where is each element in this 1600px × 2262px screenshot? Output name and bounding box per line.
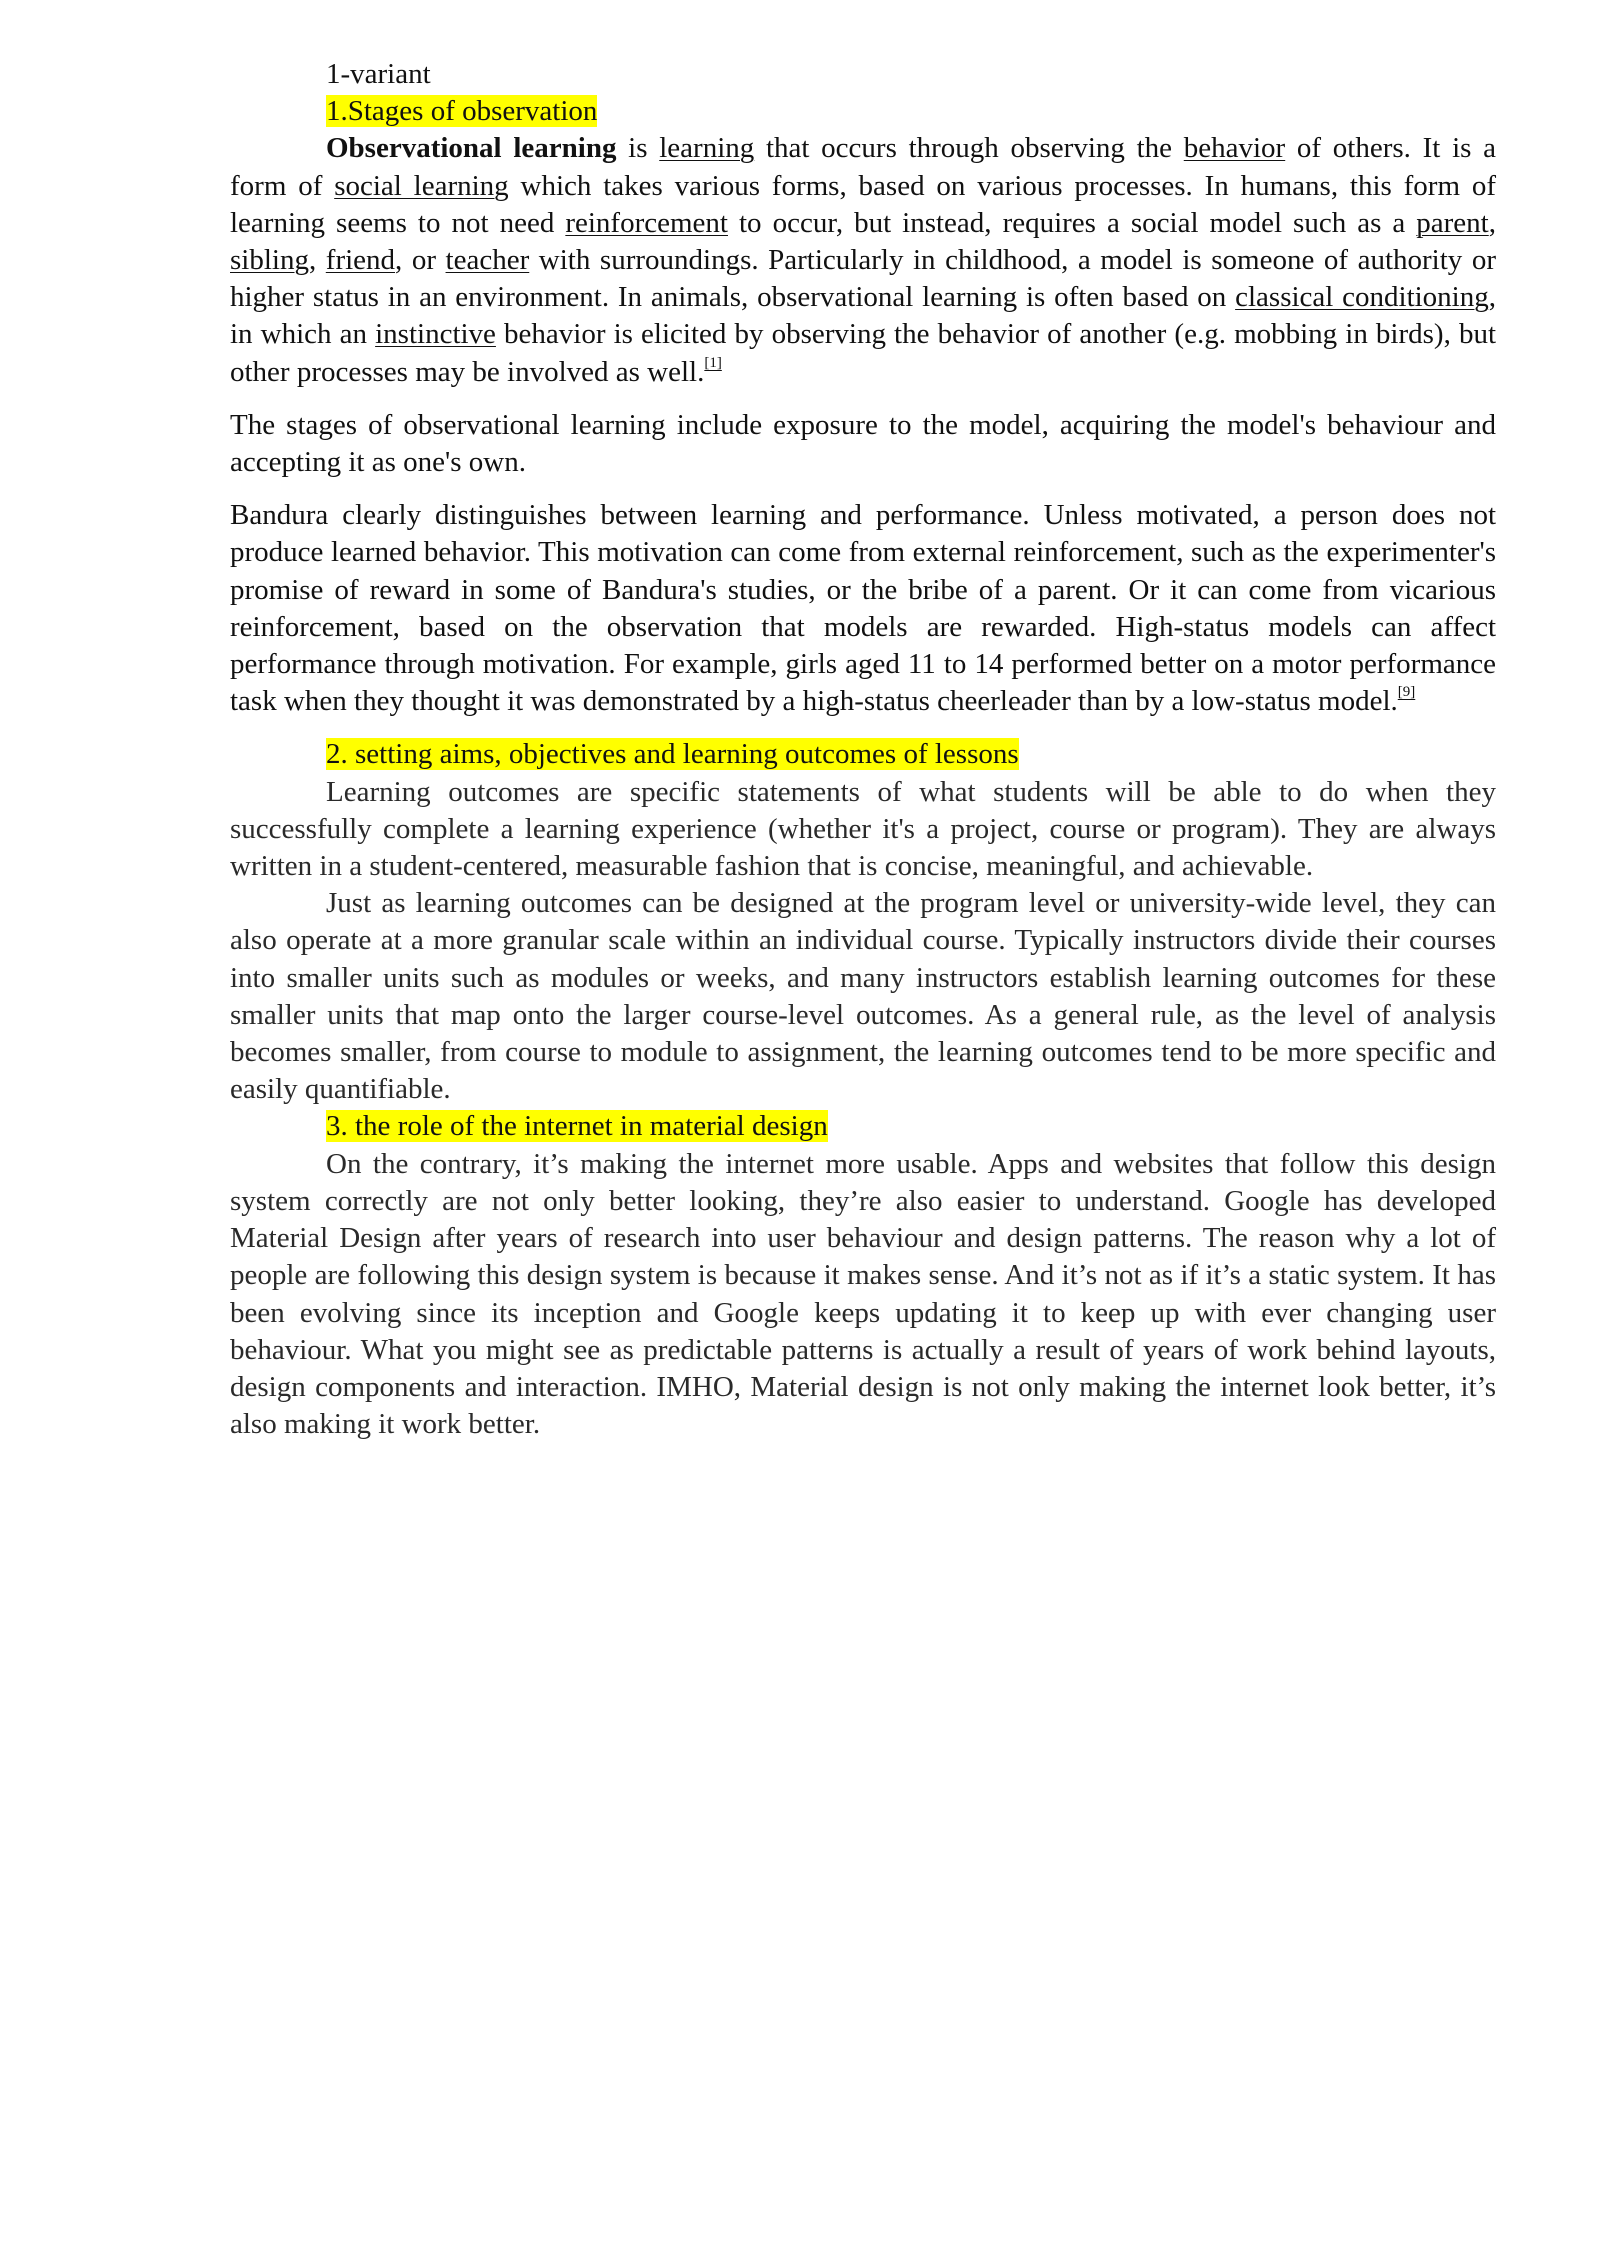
- link-teacher[interactable]: teacher: [445, 244, 530, 277]
- section-2-paragraph-2: Just as learning outcomes can be designed at the program level or university-wide level, they can also operate at a more granular scale within an individual course. Typically instructors divide their courses into smaller units such as modules or weeks, and many instructors establish learning outcomes for these smaller units that map onto the larger course-level outcomes. As a general rule, as the level of analysis becomes smaller, from course to module to assignment, the learning outcomes tend to be more specific and easily quantifiable.: [230, 887, 1496, 1106]
- text-run: with surroundings. Particularly in childhood, a model is someone of authority or higher status in an environment. In animals, observational learning is often based on: [230, 244, 1496, 314]
- section-1-paragraph-3: [230, 497, 1496, 720]
- section-1-paragraph-1: [230, 130, 1496, 390]
- section-1-paragraph-3-text: Bandura clearly distinguishes between learning and performance. Unless motivated, a person does not produce learned behavior. This motivation can come from external reinforcement, such as the experimenter's promise of reward in some of Bandura's studies, or the bribe of a parent. Or it can come from vicarious reinforcement, based on the observation that models are rewarded. High-status models can affect performance through motivation. For example, girls aged 11 to 14 performed better on a motor performance task when they thought it was demonstrated by a high-status cheerleader than by a low-status model.: [230, 499, 1496, 718]
- section-3-heading: [230, 1108, 1496, 1145]
- text-run: ,: [308, 244, 326, 277]
- link-reinforcement[interactable]: reinforcement: [565, 206, 728, 239]
- variant-label: 1-variant: [326, 58, 431, 90]
- text-run: which takes various forms, based on various processes. In humans, this form of learning seems to not need: [230, 169, 1496, 239]
- link-learning[interactable]: learning: [659, 132, 755, 165]
- text-run: is: [616, 132, 660, 165]
- link-friend[interactable]: friend: [325, 244, 396, 277]
- text-run: behavior is elicited by observing the behavior of another (e.g. mobbing in birds), but other processes may be involved as well.: [230, 318, 1496, 388]
- link-social-learning[interactable]: social learning: [334, 169, 509, 202]
- section-2-heading: [230, 736, 1496, 773]
- citation-1[interactable]: [1]: [704, 354, 722, 371]
- text-run: of others. It is a form of: [230, 132, 1497, 202]
- section-1-heading: [230, 93, 1496, 130]
- link-instinctive[interactable]: instinctive: [375, 318, 496, 351]
- text-run: that occurs through observing the: [754, 132, 1184, 165]
- text-run: , in which an: [230, 281, 1496, 351]
- citation-9[interactable]: [9]: [1397, 684, 1416, 701]
- section-3-heading-text: 3. the role of the internet in material design: [326, 1110, 828, 1143]
- text-run: to occur, but instead, requires a social model such as a: [727, 206, 1417, 239]
- text-run: , or: [395, 244, 446, 277]
- link-sibling[interactable]: sibling: [230, 244, 309, 277]
- link-parent[interactable]: parent: [1416, 206, 1489, 239]
- section-2-heading-text: 2. setting aims, objectives and learning outcomes of lessons: [326, 738, 1019, 771]
- observational-learning-term: Observational learning: [326, 132, 617, 165]
- section-2-paragraph-1: Learning outcomes are specific statements of what students will be able to do when they successfully complete a learning experience (whether it's a project, course or program). They are always written in a student-centered, measurable fashion that is concise, meaningful, and achievable.: [230, 775, 1496, 883]
- link-classical-conditioning[interactable]: classical conditioning: [1235, 281, 1489, 314]
- section-1-heading-text: 1.Stages of observation: [326, 95, 598, 128]
- document-page: [230, 56, 1496, 1443]
- section-1-paragraph-2: The stages of observational learning include exposure to the model, acquiring the model's behaviour and accepting it as one's own.: [230, 408, 1496, 479]
- section-3-paragraph-1: On the contrary, it’s making the internet more usable. Apps and websites that follow this design system correctly are not only better looking, they’re also easier to understand. Google has developed Material Design after years of research into user behaviour and design patterns. The reason why a lot of people are following this design system is because it makes sense. And it’s not as if it’s a static system. It has been evolving since its inception and Google keeps updating it to keep up with ever changing user behaviour. What you might see as predictable patterns is actually a result of years of work behind layouts, design components and interaction. IMHO, Material design is not only making the internet look better, it’s also making it work better.: [230, 1147, 1496, 1441]
- text-run: ,: [1488, 206, 1496, 239]
- link-behavior[interactable]: behavior: [1183, 132, 1286, 165]
